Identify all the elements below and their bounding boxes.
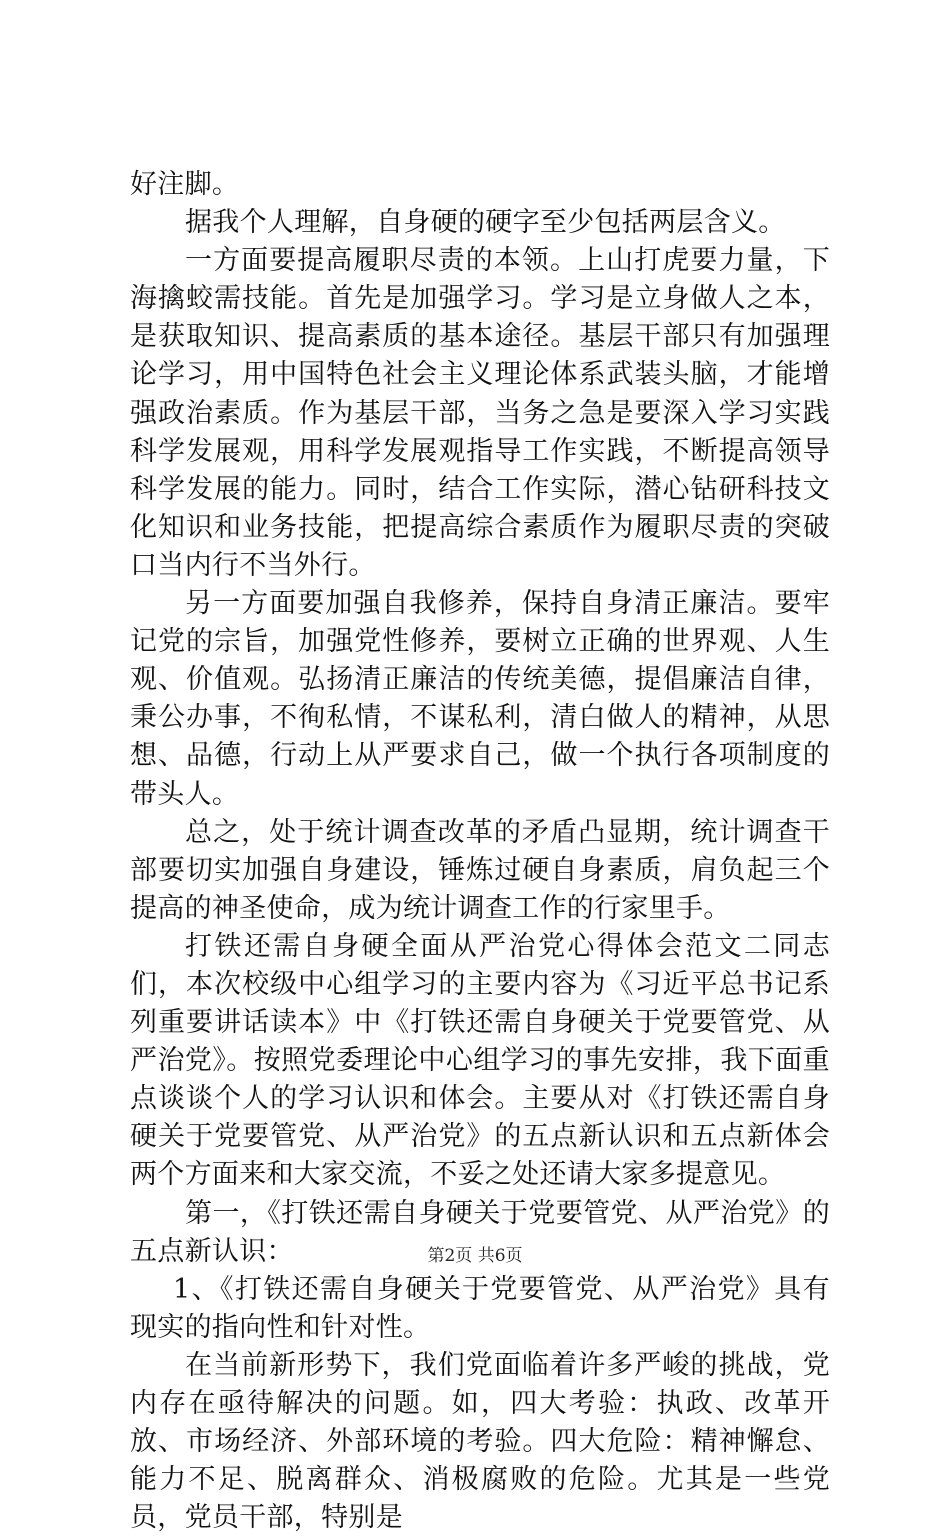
- paragraph-sample-two: 打铁还需自身硬全面从严治党心得体会范文二同志们，本次校级中心组学习的主要内容为《习近平总书记系列重要讲话读本》中《打铁还需自身硬关于党要管党、从严治党》。按照党委理论中心组学习的事先安排，我下面重点谈谈个人的学习认识和体会。主要从对《打铁还需自身硬关于党要管党、从严治党》的五点新认识和五点新体会两个方面来和大家交流，不妥之处还请大家多提意见。: [130, 930, 830, 1191]
- document-body: [130, 166, 830, 1537]
- paragraph-current-situation: 在当前新形势下，我们党面临着许多严峻的挑战，党内存在亟待解决的问题。如，四大考验：执政、改革开放、市场经济、外部环境的考验。四大危险：精神懈怠、能力不足、脱离群众、消极腐败的危险。尤其是一些党员，党员干部，特别是: [130, 1349, 830, 1534]
- paragraph-summary: 总之，处于统计调查改革的矛盾凸显期，统计调查干部要切实加强自身建设，锤炼过硬自身素质，肩负起三个提高的神圣使命，成为统计调查工作的行家里手。: [130, 816, 830, 924]
- paragraph-item-one: 1、《打铁还需自身硬关于党要管党、从严治党》具有现实的指向性和针对性。: [130, 1273, 830, 1343]
- paragraph-understanding: 据我个人理解，自身硬的硬字至少包括两层含义。: [185, 207, 786, 239]
- paragraph-first-point: 第一，《打铁还需自身硬关于党要管党、从严治党》的五点新认识：: [130, 1197, 830, 1267]
- paragraph-self-cultivation: 另一方面要加强自我修养，保持自身清正廉洁。要牢记党的宗旨，加强党性修养，要树立正确的世界观、人生观、价值观。弘扬清正廉洁的传统美德，提倡廉洁自律，秉公办事，不徇私情，不谋私利，清白做人的精神，从思想、品德，行动上从严要求自己，做一个执行各项制度的带头人。: [130, 588, 830, 810]
- paragraph-ability: 一方面要提高履职尽责的本领。上山打虎要力量，下海擒蛟需技能。首先是加强学习。学习是立身做人之本，是获取知识、提高素质的基本途径。基层干部只有加强理论学习，用中国特色社会主义理论体系武装头脑，才能增强政治素质。作为基层干部，当务之急是要深入学习实践科学发展观，用科学发展观指导工作实践，不断提高领导科学发展的能力。同时，结合工作实际，潜心钻研科技文化知识和业务技能，把提高综合素质作为履职尽责的突破口当内行不当外行。: [130, 245, 830, 581]
- paragraph-continuation: 好注脚。: [130, 169, 240, 200]
- page-number-footer: 第2页 共6页: [427, 1246, 523, 1266]
